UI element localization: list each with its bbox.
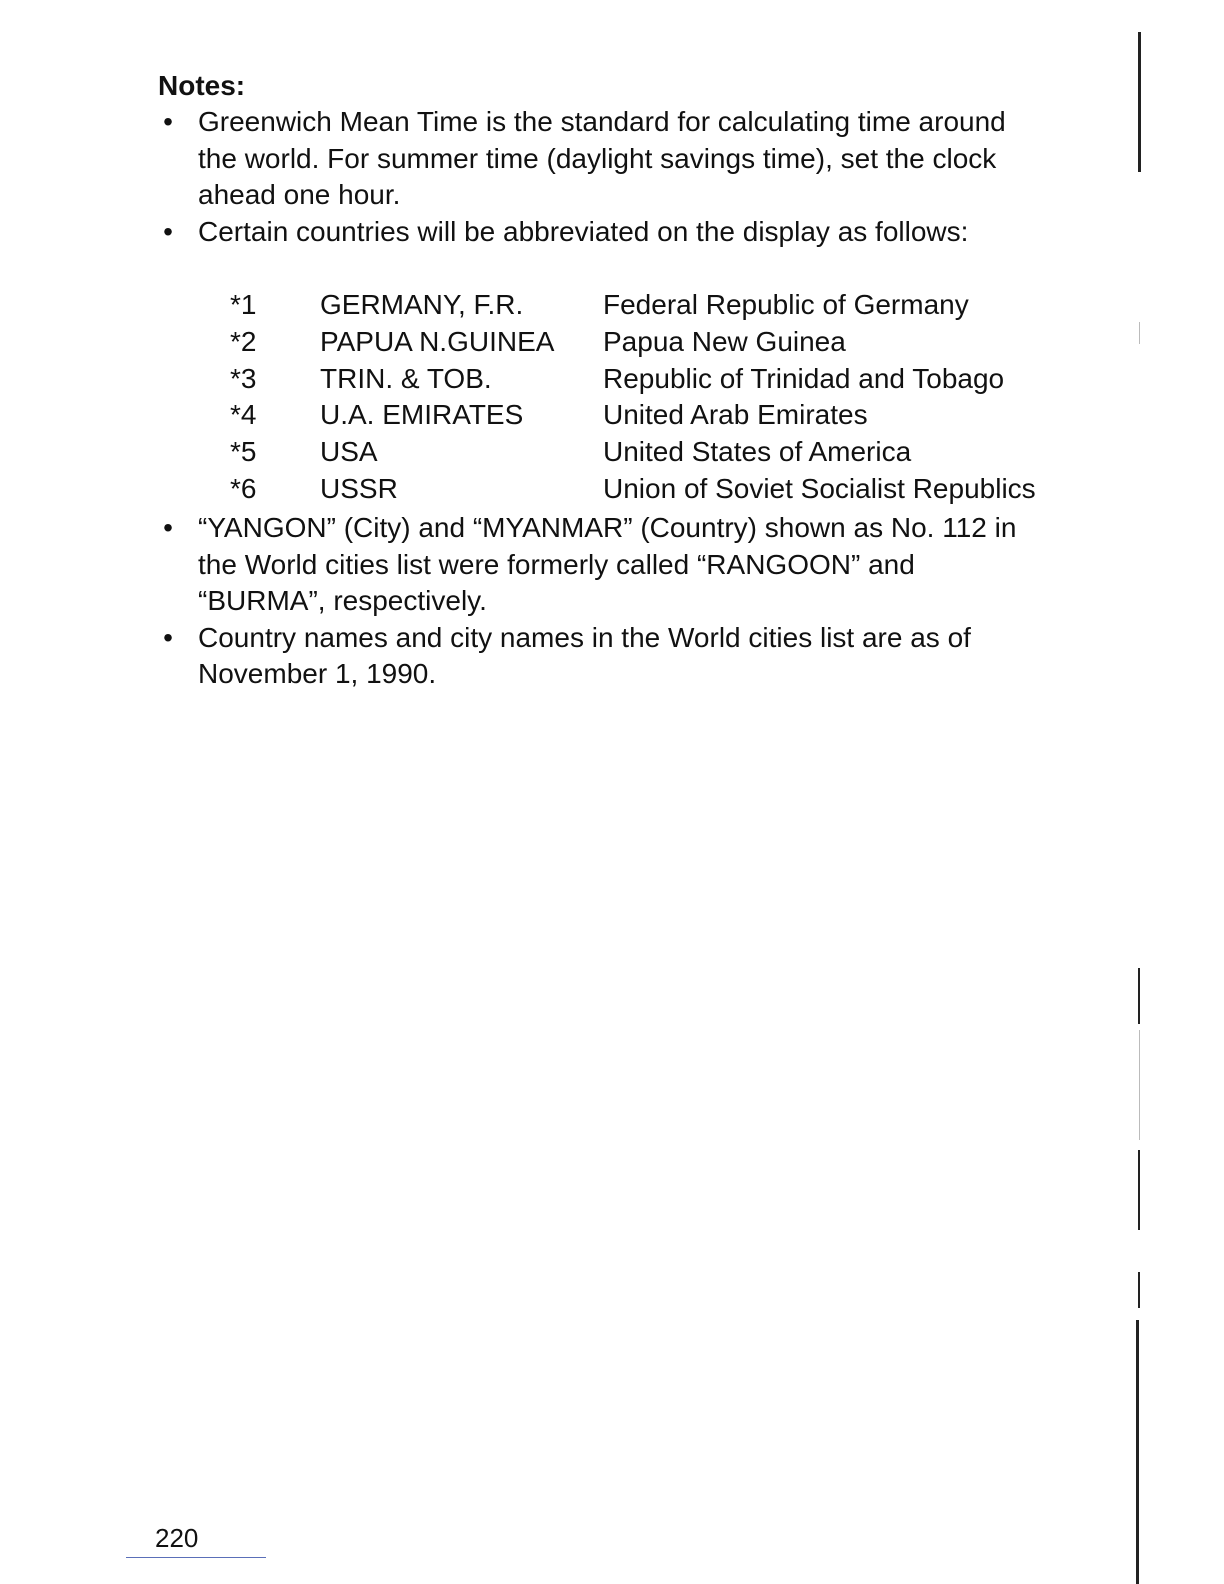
scan-edge-line [1139,322,1140,344]
scan-edge-line [1138,1272,1140,1308]
abbr-short: PAPUA N.GUINEA [320,325,555,357]
table-row [230,324,1063,361]
table-row [230,397,1063,434]
note-line: Certain countries will be abbreviated on the display as follows: [198,215,969,247]
bullet-icon: • [163,512,173,543]
note-line: the World cities list were formerly called “RANGOON” and [198,548,915,580]
note-item [158,620,1058,693]
scan-edge-line [1138,968,1140,1024]
abbr-full: Union of Soviet Socialist Republics [603,472,1036,504]
bullet-icon: • [163,215,173,247]
table-row [230,434,1063,471]
note-line: “YANGON” (City) and “MYANMAR” (Country) shown as No. 112 in [198,512,1017,543]
footer-rule [126,1557,266,1558]
note-line: Country names and city names in the World cities list are as of [198,621,971,653]
note-item [158,214,1058,251]
scan-edge-line [1139,1030,1140,1140]
bullet-icon: • [163,106,173,137]
scan-edge-line [1136,1320,1139,1584]
note-line: “BURMA”, respectively. [198,585,487,616]
abbr-full: United Arab Emirates [603,399,868,431]
abbr-mark: *5 [230,436,257,468]
table-row [230,361,1063,398]
note-line: Greenwich Mean Time is the standard for calculating time around [198,106,1006,137]
scan-edge-line [1138,1150,1140,1230]
abbr-mark: *6 [230,472,257,504]
notes-list-top [158,104,1058,250]
abbr-short: U.A. EMIRATES [320,399,524,431]
note-line: November 1, 1990. [198,658,437,689]
page-number: 220 [155,1523,199,1553]
abbr-full: Federal Republic of Germany [603,289,969,320]
notes-list-bottom [158,510,1058,693]
note-line: the world. For summer time (daylight savings time), set the clock [198,142,997,174]
abbr-full: Papua New Guinea [603,325,846,357]
scan-edge-line [1138,32,1141,172]
notes-heading: Notes: [158,70,246,101]
abbr-full: United States of America [603,436,912,468]
abbr-mark: *4 [230,399,257,431]
abbr-mark: *1 [230,289,257,320]
abbr-mark: *3 [230,362,257,394]
bullet-icon: • [163,621,173,653]
abbreviation-table [230,287,1063,508]
abbr-short: USA [320,436,378,468]
abbr-short: TRIN. & TOB. [320,362,492,394]
note-line: ahead one hour. [198,179,401,210]
abbr-short: GERMANY, F.R. [320,289,524,320]
table-row [230,287,1063,324]
abbr-short: USSR [320,472,398,504]
abbr-full: Republic of Trinidad and Tobago [603,362,1005,394]
table-row [230,471,1063,508]
note-item [158,104,1058,214]
abbr-mark: *2 [230,325,257,357]
note-item [158,510,1058,620]
